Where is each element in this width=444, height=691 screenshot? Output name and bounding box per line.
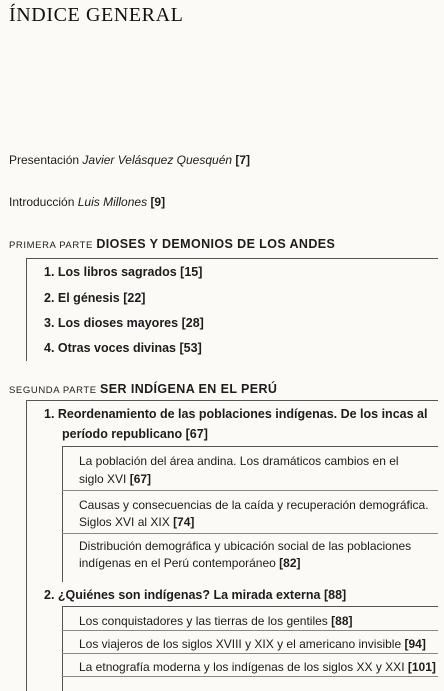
entry-label: Introducción bbox=[9, 195, 75, 209]
chapter-2[interactable]: 2. ¿Quiénes son indígenas? La mirada externa [88] bbox=[44, 588, 347, 602]
section-divider bbox=[62, 653, 438, 654]
chapter-2[interactable]: 2. El génesis [22] bbox=[44, 291, 146, 305]
section-3-line1[interactable]: Distribución demográfica y ubicación social de las poblaciones bbox=[79, 539, 412, 553]
section-5[interactable]: Los viajeros de los siglos XVIII y XIX y el americano invisible [94] bbox=[79, 637, 426, 651]
part-label: SEGUNDA PARTE bbox=[9, 385, 97, 396]
part-title: SER INDÍGENA EN EL PERÚ bbox=[100, 382, 278, 396]
entry-page: [9] bbox=[150, 195, 166, 209]
chapter-4[interactable]: 4. Otras voces divinas [53] bbox=[44, 341, 202, 355]
part-2-bracket bbox=[26, 400, 27, 691]
entry-author: Javier Velásquez Quesquén bbox=[82, 153, 233, 167]
toc-entry-presentacion[interactable] bbox=[9, 152, 250, 168]
section-2-line1[interactable]: Causas y consecuencias de la caída y recuperación demográfica. bbox=[79, 498, 429, 512]
part-heading-2 bbox=[9, 381, 277, 399]
part-1-bracket bbox=[26, 258, 27, 361]
section-divider bbox=[62, 490, 438, 491]
chapter-1-rule bbox=[62, 446, 438, 447]
entry-page: [7] bbox=[235, 153, 251, 167]
chapter-2-rule bbox=[62, 606, 438, 607]
chapter-1[interactable]: 1. Los libros sagrados [15] bbox=[44, 265, 203, 279]
chapter-1-bracket bbox=[62, 446, 63, 582]
section-1-line2[interactable]: siglo XVI [67] bbox=[79, 472, 152, 486]
part-title: DIOSES Y DEMONIOS DE LOS ANDES bbox=[96, 237, 336, 251]
chapter-2-bracket bbox=[62, 606, 63, 691]
section-divider bbox=[62, 630, 438, 631]
section-1-line1[interactable]: La población del área andina. Los dramáticos cambios en el bbox=[79, 454, 399, 468]
page-title: ÍNDICE GENERAL bbox=[9, 4, 184, 26]
section-4[interactable]: Los conquistadores y las tierras de los gentiles [88] bbox=[79, 614, 353, 628]
entry-label: Presentación bbox=[9, 153, 80, 167]
part-heading-1 bbox=[9, 236, 335, 254]
part-1-rule bbox=[26, 258, 438, 259]
section-divider bbox=[62, 533, 438, 534]
chapter-3[interactable]: 3. Los dioses mayores [28] bbox=[44, 316, 204, 330]
entry-author: Luis Millones bbox=[77, 195, 148, 209]
chapter-1-line2[interactable]: período republicano [67] bbox=[62, 427, 208, 441]
part-label: PRIMERA PARTE bbox=[9, 240, 93, 251]
toc-entry-introduccion[interactable] bbox=[9, 194, 165, 210]
section-3-line2[interactable]: indígenas en el Perú contemporáneo [82] bbox=[79, 556, 301, 570]
section-divider bbox=[62, 676, 438, 677]
section-6[interactable]: La etnografía moderna y los indígenas de los siglos XX y XXI [101] bbox=[79, 660, 436, 674]
section-2-line2[interactable]: Siglos XVI al XIX [74] bbox=[79, 515, 195, 529]
part-2-rule bbox=[26, 400, 438, 401]
chapter-1-line1[interactable]: 1. Reordenamiento de las poblaciones indígenas. De los incas al bbox=[44, 407, 428, 421]
